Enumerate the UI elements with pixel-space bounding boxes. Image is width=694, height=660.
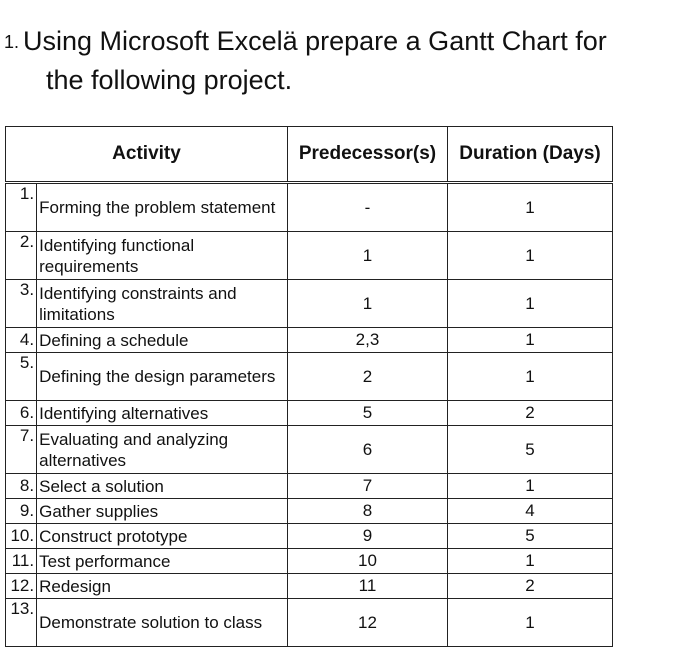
predecessor-cell: 6: [288, 426, 448, 474]
duration-cell: 1: [448, 328, 613, 353]
activity-name: Defining a schedule: [37, 328, 288, 353]
table-row: [6, 328, 613, 353]
table-row: [6, 499, 613, 524]
activity-name: Identifying functional requirements: [37, 232, 288, 280]
activity-name: Evaluating and analyzing alternatives: [37, 426, 288, 474]
table-row: [6, 280, 613, 328]
question-number: 1.: [4, 32, 20, 52]
table-row: [6, 549, 613, 574]
predecessor-cell: 7: [288, 474, 448, 499]
duration-cell: 1: [448, 280, 613, 328]
activity-name: Select a solution: [37, 474, 288, 499]
table-row: [6, 574, 613, 599]
activity-number: 13.: [6, 599, 37, 647]
table-row: [6, 426, 613, 474]
table-row: [6, 599, 613, 647]
duration-cell: 1: [448, 599, 613, 647]
predecessor-cell: 1: [288, 232, 448, 280]
activity-number: 11.: [6, 549, 37, 574]
table-row: [6, 353, 613, 401]
question-line-2: the following project.: [46, 65, 293, 95]
table-row: [6, 474, 613, 499]
duration-cell: 1: [448, 353, 613, 401]
activity-number: 12.: [6, 574, 37, 599]
activity-number: 2.: [6, 232, 37, 280]
predecessor-cell: 8: [288, 499, 448, 524]
activity-table: [5, 126, 613, 647]
predecessor-cell: 1: [288, 280, 448, 328]
header-predecessors: Predecessor(s): [288, 127, 448, 183]
activity-name: Gather supplies: [37, 499, 288, 524]
activity-number: 7.: [6, 426, 37, 474]
table-row: [6, 524, 613, 549]
duration-cell: 1: [448, 232, 613, 280]
predecessor-cell: -: [288, 183, 448, 232]
activity-number: 5.: [6, 353, 37, 401]
activity-number: 3.: [6, 280, 37, 328]
activity-number: 8.: [6, 474, 37, 499]
activity-name: Identifying alternatives: [37, 401, 288, 426]
activity-name: Identifying constraints and limitations: [37, 280, 288, 328]
table-row: [6, 183, 613, 232]
activity-number: 10.: [6, 524, 37, 549]
duration-cell: 1: [448, 549, 613, 574]
duration-cell: 2: [448, 401, 613, 426]
duration-cell: 5: [448, 524, 613, 549]
question-text: [4, 22, 684, 99]
header-duration: Duration (Days): [448, 127, 613, 183]
activity-number: 6.: [6, 401, 37, 426]
activity-number: 9.: [6, 499, 37, 524]
activity-number: 1.: [6, 183, 37, 232]
predecessor-cell: 2,3: [288, 328, 448, 353]
activity-name: Test performance: [37, 549, 288, 574]
duration-cell: 5: [448, 426, 613, 474]
table-row: [6, 401, 613, 426]
predecessor-cell: 5: [288, 401, 448, 426]
predecessor-cell: 2: [288, 353, 448, 401]
activity-name: Construct prototype: [37, 524, 288, 549]
predecessor-cell: 9: [288, 524, 448, 549]
duration-cell: 1: [448, 183, 613, 232]
predecessor-cell: 12: [288, 599, 448, 647]
question-line-1: Using Microsoft Excelä prepare a Gantt Chart for: [23, 26, 607, 56]
activity-name: Forming the problem statement: [37, 183, 288, 232]
header-activity: Activity: [6, 127, 288, 183]
activity-name: Defining the design parameters: [37, 353, 288, 401]
duration-cell: 2: [448, 574, 613, 599]
table-header-row: [6, 127, 613, 183]
activity-name: Redesign: [37, 574, 288, 599]
predecessor-cell: 10: [288, 549, 448, 574]
duration-cell: 1: [448, 474, 613, 499]
activity-name: Demonstrate solution to class: [37, 599, 288, 647]
predecessor-cell: 11: [288, 574, 448, 599]
activity-number: 4.: [6, 328, 37, 353]
table-row: [6, 232, 613, 280]
duration-cell: 4: [448, 499, 613, 524]
